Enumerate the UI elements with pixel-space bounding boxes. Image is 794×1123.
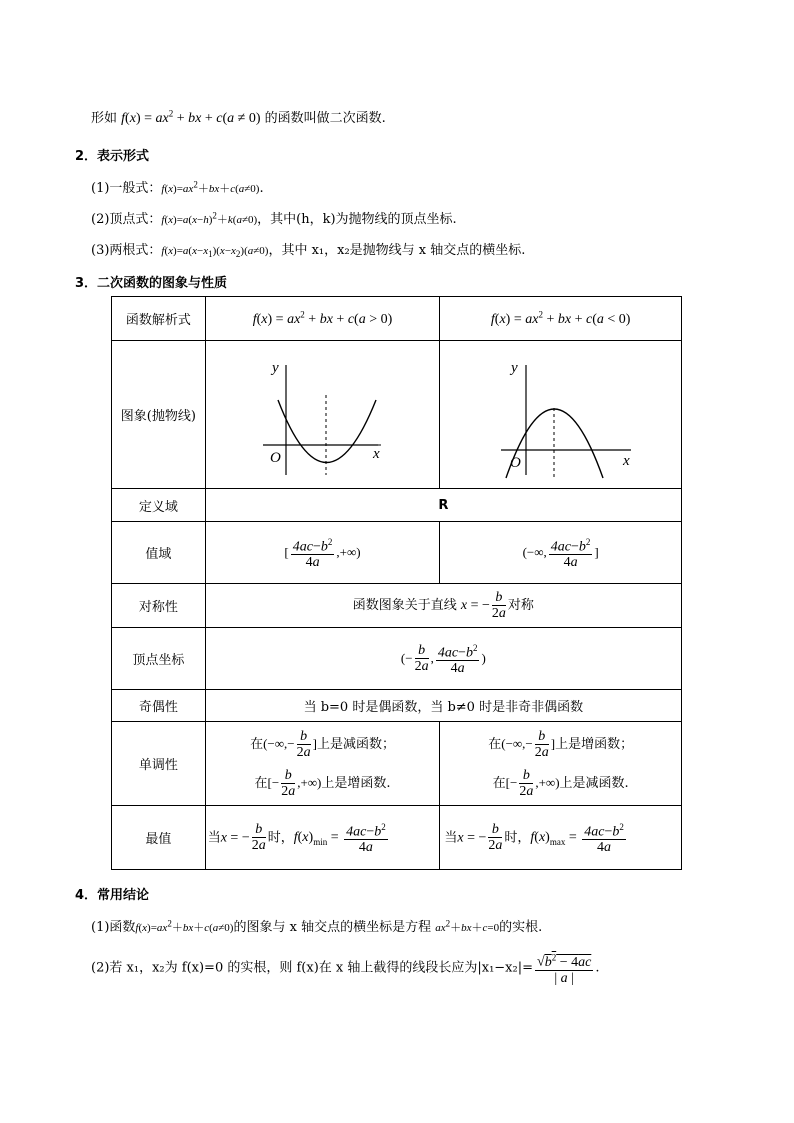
intro-prefix: 形如: [91, 111, 118, 126]
table-row: [112, 628, 682, 690]
form-roots-tail: ，其中 x₁，x₂是抛物线与 x 轴交点的横坐标.: [268, 243, 526, 258]
form-vertex-tail: ，其中(h，k)为抛物线的顶点坐标.: [257, 212, 457, 227]
form-vertex-formula: $f(x)=a(x-h)^2+k(a\ne 0)$: [161, 210, 258, 226]
table-row: [112, 584, 682, 628]
table-row: [112, 341, 682, 489]
symmetry-label: 对称性: [112, 584, 206, 628]
origin-label: O: [269, 449, 281, 466]
x-label: x: [622, 452, 630, 469]
conclusion-1: (1)函数$f(x)=ax^2+bx+c(a\ne 0)$的图象与 x 轴交点的横坐标是方程 $ax^2+bx+c=0$的实根.: [91, 918, 543, 935]
form-general-tail: .: [259, 181, 264, 196]
monotonic-label: 单调性: [112, 722, 206, 806]
graph-neg-cell: [440, 341, 682, 489]
header-neg: $f(x) = ax^2$ + bx + c(a < 0): [440, 297, 682, 341]
intro-line: [91, 107, 386, 127]
vertex-label: 顶点坐标: [112, 628, 206, 690]
form-vertex-label: (2)顶点式：: [91, 212, 162, 227]
graph-label: 图象(抛物线): [112, 341, 206, 489]
table-row: [112, 806, 682, 870]
section-3-num: 3．: [75, 276, 98, 291]
section-2-title: 表示形式: [97, 149, 150, 164]
form-roots-label: (3)两根式：: [91, 243, 162, 258]
extremum-label: 最值: [112, 806, 206, 870]
form-general-label: (1)一般式：: [91, 181, 162, 196]
section-4-heading: [75, 884, 149, 903]
section-4-title: 常用结论: [97, 888, 150, 903]
header-pos: $f(x) = ax^2$ + bx + c(a > 0): [205, 297, 440, 341]
parity-value: 当 b=0 时是偶函数，当 b≠0 时是非奇非偶函数: [205, 690, 681, 722]
table-row: [112, 690, 682, 722]
symmetry-value: 函数图象关于直线 x = − $\frac{b}{2a}$ 对称: [205, 584, 681, 628]
parabola-up-graph: [248, 350, 398, 480]
range-pos: [ $\frac{4ac-b^2}{4a}$ ,+∞): [205, 522, 440, 584]
range-neg: (−∞, $\frac{4ac-b^2}{4a}$ ]: [440, 522, 682, 584]
section-2-heading: [75, 145, 149, 164]
section-3-heading: [75, 272, 227, 291]
intro-suffix: 的函数叫做二次函数.: [264, 111, 386, 126]
parabola-down-graph: [481, 350, 641, 480]
intro-formula: $f(x) = ax^2$ + bx + c(a ≠ 0): [121, 108, 261, 126]
domain-label: 定义域: [112, 489, 206, 522]
table-row: [112, 297, 682, 341]
properties-table: [111, 296, 682, 870]
symmetry-prefix: 函数图象关于直线: [352, 598, 457, 613]
conclusion-2: (2)若 x₁，x₂为 f(x)=0 的实根，则 f(x)在 x 轴上截得的线段长应为|x₁−x₂|= $\frac{√b^2 - 4ac}{| a |}$ .: [91, 952, 600, 986]
symmetry-suffix: 对称: [507, 598, 534, 613]
monotonic-pos: 在(−∞,− $\frac{b}{2a}$ ]上是减函数； 在[− $\frac{b}{2a}$ ,+∞)上是增函数.: [205, 722, 440, 806]
y-label: y: [271, 359, 279, 376]
graph-pos-cell: [205, 341, 440, 489]
table-row: [112, 489, 682, 522]
form-general: [91, 177, 264, 196]
form-roots-formula: $f(x)=a(x-x_1)(x-x_2)(a\ne 0)$: [161, 245, 269, 260]
length-fraction: $\frac{√b^2 - 4ac}{| a |}$: [537, 952, 592, 986]
form-vertex: [91, 208, 457, 227]
table-row: [112, 522, 682, 584]
extremum-neg: 当x = − $\frac{b}{2a}$ 时，$f(x)_{max}$ = $\frac{4ac-b^2}{4a}$: [440, 806, 682, 870]
header-label: 函数解析式: [112, 297, 206, 341]
extremum-pos: 当x = − $\frac{b}{2a}$ 时，$f(x)_{min}$ = $\frac{4ac-b^2}{4a}$: [205, 806, 440, 870]
section-2-num: 2．: [75, 149, 98, 164]
range-label: 值域: [112, 522, 206, 584]
parabola-up: [278, 400, 376, 463]
vertex-value: (− $\frac{b}{2a}$ , $\frac{4ac-b^2}{4a}$ ): [205, 628, 681, 690]
domain-value: R: [205, 489, 681, 522]
form-general-formula: $f(x)=ax^2+bx+c(a\ne 0)$: [161, 179, 260, 195]
y-label: y: [510, 359, 518, 376]
section-4-num: 4．: [75, 888, 98, 903]
x-label: x: [372, 445, 380, 462]
form-roots: [91, 239, 525, 259]
monotonic-neg: 在(−∞,− $\frac{b}{2a}$ ]上是增函数； 在[− $\frac{b}{2a}$ ,+∞)上是减函数.: [440, 722, 682, 806]
table-row: [112, 722, 682, 806]
parity-label: 奇偶性: [112, 690, 206, 722]
origin-label: O: [509, 454, 521, 471]
section-3-title: 二次函数的图象与性质: [97, 276, 228, 291]
